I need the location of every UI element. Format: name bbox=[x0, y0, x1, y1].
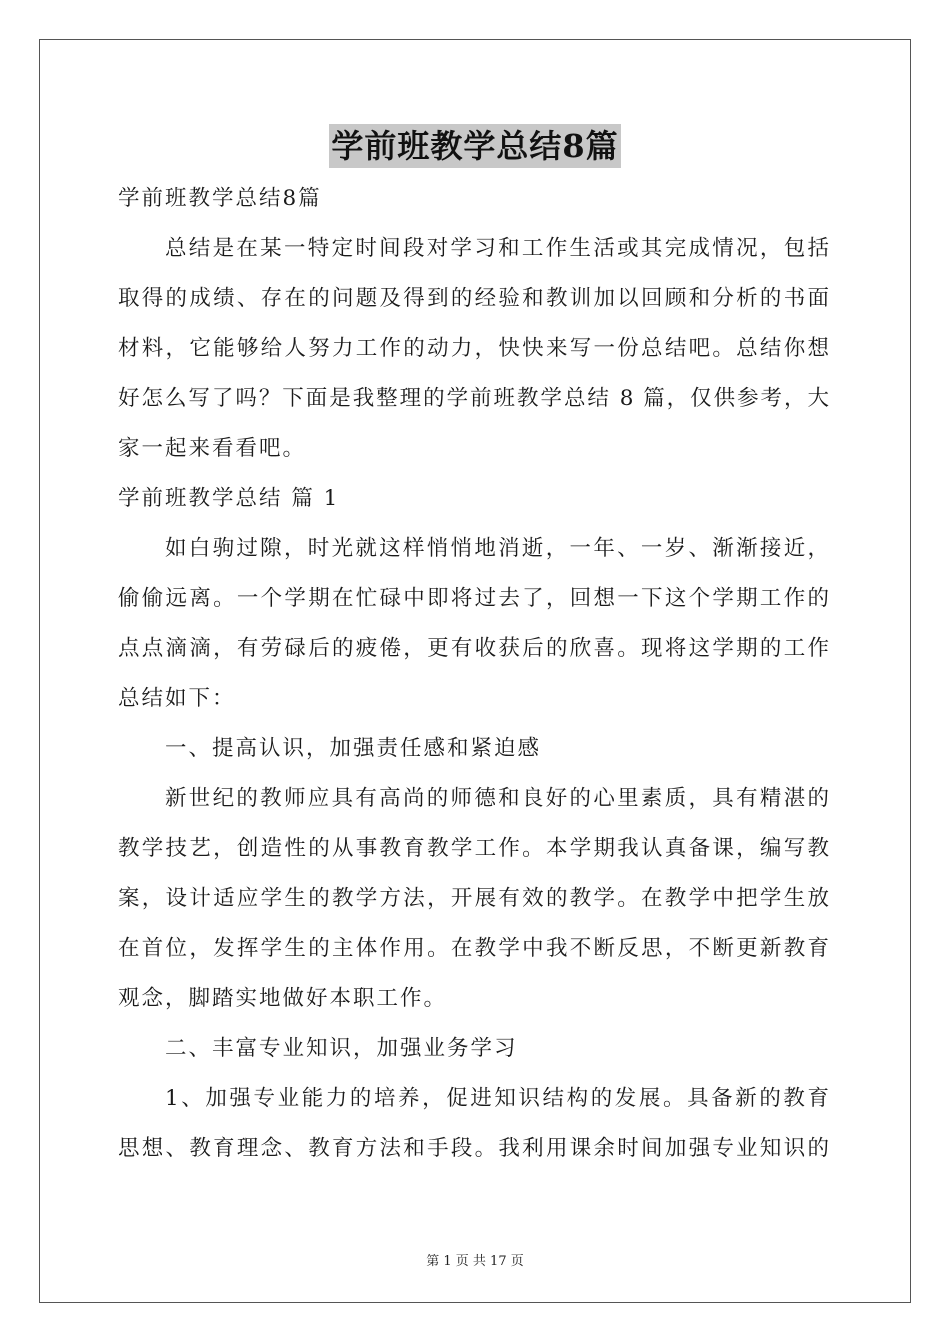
paragraph-line: 材料，它能够给人努力工作的动力，快快来写一份总结吧。总结你想 bbox=[118, 336, 830, 361]
section-heading: 学前班教学总结 篇 1 bbox=[118, 486, 340, 511]
paragraph-line: 取得的成绩、存在的问题及得到的经验和教训加以回顾和分析的书面 bbox=[118, 286, 830, 311]
paragraph-line: 案，设计适应学生的教学方法，开展有效的教学。在教学中把学生放 bbox=[118, 886, 830, 911]
paragraph-line: 好怎么写了吗？下面是我整理的学前班教学总结 8 篇，仅供参考，大 bbox=[118, 386, 830, 411]
paragraph-line: 如白驹过隙，时光就这样悄悄地消逝，一年、一岁、渐渐接近， bbox=[165, 536, 830, 561]
subtitle-line: 学前班教学总结8篇 bbox=[118, 186, 322, 211]
paragraph-line: 点点滴滴，有劳碌后的疲倦，更有收获后的欣喜。现将这学期的工作 bbox=[118, 636, 830, 661]
subsection-heading: 一、提高认识，加强责任感和紧迫感 bbox=[165, 736, 542, 761]
title-container bbox=[0, 124, 950, 168]
paragraph-line: 总结是在某一特定时间段对学习和工作生活或其完成情况，包括 bbox=[165, 236, 830, 261]
paragraph-line: 家一起来看看吧。 bbox=[118, 436, 307, 461]
paragraph-line: 教学技艺，创造性的从事教育教学工作。本学期我认真备课，编写教 bbox=[118, 836, 830, 861]
paragraph-line: 总结如下： bbox=[118, 686, 236, 711]
paragraph-line: 在首位，发挥学生的主体作用。在教学中我不断反思，不断更新教育 bbox=[118, 936, 830, 961]
paragraph-line: 观念，脚踏实地做好本职工作。 bbox=[118, 986, 448, 1011]
paragraph-line: 思想、教育理念、教育方法和手段。我利用课余时间加强专业知识的 bbox=[118, 1136, 830, 1161]
document-title: 学前班教学总结8篇 bbox=[329, 124, 620, 168]
paragraph-line: 新世纪的教师应具有高尚的师德和良好的心里素质，具有精湛的 bbox=[165, 786, 830, 811]
paragraph-line: 1、加强专业能力的培养，促进知识结构的发展。具备新的教育 bbox=[165, 1086, 830, 1111]
page-number-footer: 第 1 页 共 17 页 bbox=[426, 1254, 524, 1269]
subsection-heading: 二、丰富专业知识，加强业务学习 bbox=[165, 1036, 518, 1061]
paragraph-line: 偷偷远离。一个学期在忙碌中即将过去了，回想一下这个学期工作的 bbox=[118, 586, 830, 611]
